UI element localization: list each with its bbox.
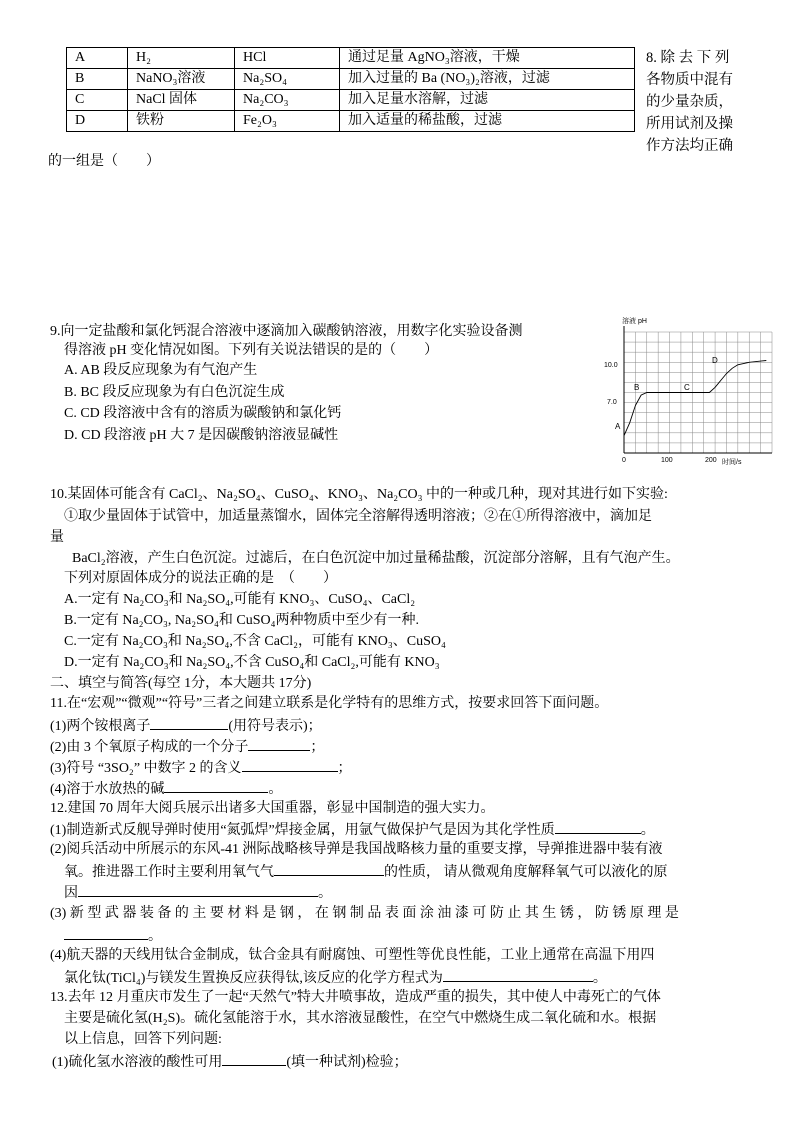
answer-blank[interactable] (64, 925, 148, 940)
q8-stem-line: 作方法均正确 (646, 138, 733, 154)
q9-option-d: D. CD 段溶液 pH 大 7 是因碳酸钠溶液显碱性 (64, 428, 339, 443)
q10-stem-line4: BaCl₂溶液，产生白色沉淀。过滤后，在白色沉淀中加过量稀盐酸，沉淀部分溶解，且有气泡产生。 (72, 551, 680, 566)
q12-sub2-cause: 因 (64, 886, 78, 901)
q10-stem-line3: 量 (50, 530, 64, 545)
q12-sub2-text: 氧。推进器工作时主要利用氧气气 (64, 865, 274, 880)
q11-sub1-text: (1)两个铵根离子 (50, 719, 151, 734)
q13-stem-line2: 主要是硫化氢(H₂S)。硫化氢能溶于水，其水溶液显酸性，在空气中燃烧生成二氧化硫和水。根据 (64, 1011, 657, 1026)
q10-stem-line1: 10.某固体可能含有 CaCl₂、Na₂SO₄、CuSO₄、KNO₃、Na₂CO₃ 中的一种或几种，现对其进行如下实验: (50, 487, 668, 502)
q10-option-c: C.一定有 Na₂CO₃和 Na₂SO₄,不含 CaCl₂，可能有 KNO₃、CuSO₄ (64, 634, 446, 649)
impurity-cell: HCl (235, 48, 340, 69)
point-label-d: D (712, 356, 718, 365)
option-letter: D (67, 111, 128, 132)
answer-blank[interactable] (164, 778, 268, 793)
answer-blank[interactable] (248, 736, 310, 751)
q9-stem-line1: 9.向一定盐酸和氯化钙混合溶液中逐滴加入碳酸钠溶液，用数字化实验设备测 (50, 324, 523, 339)
answer-blank[interactable] (274, 861, 384, 876)
q12-sub1-tail: 。 (640, 823, 655, 838)
substance-cell: H₂ (128, 48, 235, 69)
q11-sub4-tail: 。 (268, 782, 283, 797)
q8-stem-line: 各物质中混有 (646, 72, 733, 88)
answer-blank[interactable] (443, 967, 593, 982)
impurity-cell: Na₂SO₄ (235, 69, 340, 90)
q12-sub4-text: 氯化钛(TiCl₄)与镁发生置换反应获得钛,该反应的化学方程式为 (64, 971, 443, 986)
q11-sub1 (50, 715, 322, 737)
point-label-a: A (615, 422, 621, 431)
q9-stem-line2: 得溶液 pH 变化情况如图。下列有关说法错误的是的（ ） (64, 343, 439, 358)
substance-cell: NaNO₃溶液 (128, 69, 235, 90)
ph-chart (604, 310, 774, 470)
substance-cell: NaCl 固体 (128, 90, 235, 111)
q13-sub1-text: (1)硫化氢水溶液的酸性可用 (52, 1055, 223, 1070)
q10-stem-line2: ①取少量固体于试管中，加适量蒸馏水，固体完全溶解得透明溶液；②在①所得溶液中，滴加足 (64, 509, 652, 524)
q11-sub4 (50, 778, 282, 800)
x-tick-label: 200 (705, 457, 717, 464)
chart-axes (624, 326, 772, 453)
q11-sub2-text: (2)由 3 个氧原子构成的一个分子 (50, 740, 249, 755)
q9-option-b: B. BC 段反应现象为有白色沉淀生成 (64, 385, 285, 400)
chart-xlabel: 时间/s (722, 459, 742, 466)
q12-sub4-line1: (4)航天器的天线用钛合金制成，钛合金具有耐腐蚀、可塑性等优良性能，工业上通常在高温下用四 (50, 948, 655, 963)
table-row (67, 69, 635, 90)
option-letter: B (67, 69, 128, 90)
q12-sub3-line2 (64, 925, 162, 947)
method-cell: 加入适量的稀盐酸，过滤 (340, 111, 635, 132)
answer-blank[interactable] (78, 882, 318, 897)
answer-blank[interactable] (555, 819, 641, 834)
q11-stem: 11.在“宏观”“微观”“符号”三者之间建立联系是化学特有的思维方式，按要求回答下面问题。 (50, 696, 609, 711)
q13-stem-line3: 以上信息，回答下列问题: (64, 1032, 222, 1047)
q11-sub1-tail: (用符号表示)； (228, 719, 322, 734)
q10-option-a: A.一定有 Na₂CO₃和 Na₂SO₄,可能有 KNO₃、CuSO₄、CaCl₂ (64, 592, 416, 607)
q12-sub2-line3 (64, 882, 332, 904)
method-cell: 通过足量 AgNO₃溶液，干燥 (340, 48, 635, 69)
q8-stem-tail: 的一组是（ ） (48, 154, 160, 169)
section-heading: 二、填空与简答(每空 1分，本大题共 17分) (50, 676, 312, 691)
q12-sub2-line2 (64, 861, 668, 883)
point-label-c: C (684, 383, 690, 392)
q11-sub3-tail: ； (337, 761, 352, 776)
chart-ylabel: 溶液 pH (622, 318, 647, 325)
q11-sub3 (50, 757, 352, 779)
q12-sub1 (50, 819, 655, 841)
q12-sub4-tail: 。 (592, 971, 607, 986)
q8-stem-line: 的少量杂质， (646, 94, 733, 110)
q10-option-b: B.一定有 Na₂CO₃, Na₂SO₄和 CuSO₄两种物质中至少有一种. (64, 613, 419, 628)
q11-sub3-text: (3)符号 “3SO₂” 中数字 2 的含义 (50, 761, 242, 776)
q10-stem-line5: 下列对原固体成分的说法正确的是 （ ） (64, 571, 337, 586)
q12-sub1-text: (1)制造新式反舰导弹时使用“氮弧焊”焊接金属，用氩气做保护气是因为其化学性质 (50, 823, 555, 838)
q10-option-d: D.一定有 Na₂CO₃和 Na₂SO₄,不含 CuSO₄和 CaCl₂,可能有 KNO₃ (64, 655, 440, 670)
x-tick-label: 0 (622, 457, 626, 464)
x-tick-label: 100 (661, 457, 673, 464)
q12-sub2-line1: (2)阅兵活动中所展示的东风-41 洲际战略核导弹是我国战略核力量的重要支撑，导弹推进器中装有液 (50, 842, 663, 857)
q13-sub1-tail: (填一种试剂)检验； (286, 1055, 408, 1070)
q9-option-c: C. CD 段溶液中含有的溶质为碳酸钠和氯化钙 (64, 406, 342, 421)
option-letter: A (67, 48, 128, 69)
y-tick-label: 7.0 (607, 399, 617, 406)
q11-sub4-text: (4)溶于水放热的碱 (50, 782, 165, 797)
impurity-cell: Fe₂O₃ (235, 111, 340, 132)
q8-stem-side (646, 47, 774, 157)
ph-curve (624, 361, 766, 436)
substance-cell: 铁粉 (128, 111, 235, 132)
q12-sub2-mid: 的性质， 请从微观角度解释氧气可以液化的原 (384, 865, 668, 880)
q12-sub4-line2 (64, 967, 607, 989)
table-row (67, 48, 635, 69)
method-cell: 加入足量水溶解，过滤 (340, 90, 635, 111)
q12-sub2-tail: 。 (318, 886, 332, 901)
q13-stem-line1: 13.去年 12 月重庆市发生了一起“天然气”特大井喷事故，造成严重的损失，其中使人中毒死亡的气体 (50, 990, 661, 1005)
q12-sub3-tail: 。 (148, 929, 162, 944)
table-row (67, 111, 635, 132)
answer-blank[interactable] (150, 715, 228, 730)
impurity-cell: Na₂CO₃ (235, 90, 340, 111)
answer-blank[interactable] (242, 757, 338, 772)
table-row (67, 90, 635, 111)
q11-sub2-tail: ； (310, 740, 325, 755)
q13-sub1 (52, 1051, 408, 1073)
q8-stem-line: 8. 除 去 下 列 (646, 50, 730, 66)
answer-blank[interactable] (222, 1051, 286, 1066)
q8-stem-line: 所用试剂及操 (646, 116, 733, 132)
option-letter: C (67, 90, 128, 111)
q12-stem: 12.建国 70 周年大阅兵展示出诸多大国重器，彰显中国制造的强大实力。 (50, 801, 495, 816)
q12-sub3-line1: (3) 新 型 武 器 装 备 的 主 要 材 料 是 钢 ， 在 钢 制 品 表 面 涂 油 漆 可 防 止 其 生 锈 ， 防 锈 原 理 是 (50, 906, 679, 921)
q8-options-table (66, 47, 635, 132)
y-tick-label: 10.0 (604, 362, 618, 369)
q11-sub2 (50, 736, 324, 758)
method-cell: 加入过量的 Ba (NO₃)₂溶液，过滤 (340, 69, 635, 90)
point-label-b: B (634, 383, 640, 392)
q9-option-a: A. AB 段反应现象为有气泡产生 (64, 363, 258, 378)
